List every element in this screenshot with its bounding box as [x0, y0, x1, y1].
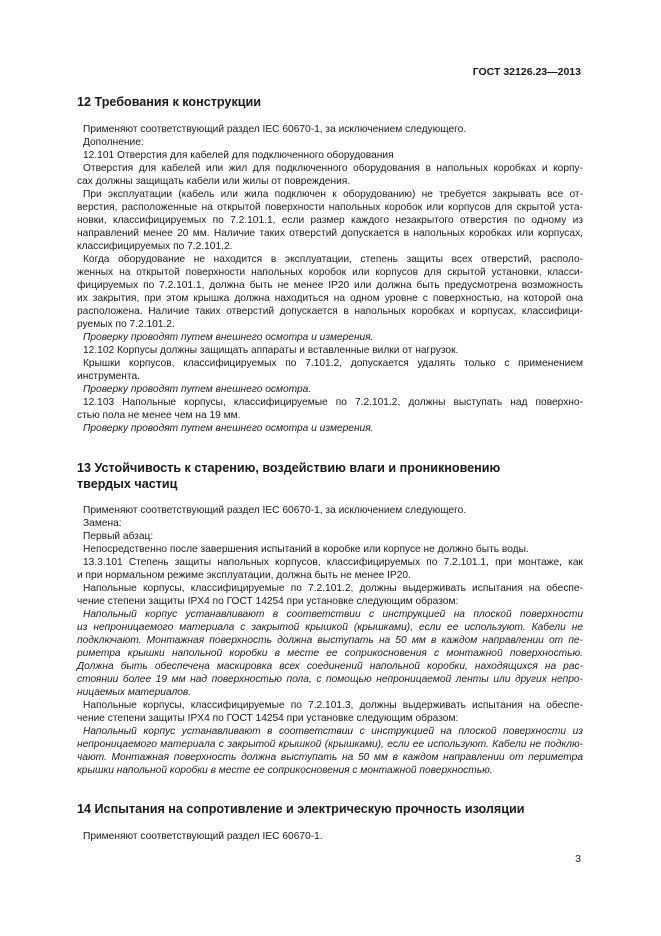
text-line: Должна быть обеспечена маскировка всех соединений напольной коробки, находящихся на рас-	[77, 661, 583, 672]
text-line: Применяют соответствующий раздел IEC 60670-1.	[83, 831, 323, 842]
text-line: их закрытия, при этом крышка должна находиться на одном уровне с поверхностью, на которой она	[77, 293, 583, 304]
text-line: Первый абзац:	[83, 531, 154, 542]
text-line: Проверку проводят путем внешнего осмотра и измерения.	[83, 332, 374, 343]
text-line: направлений менее 20 мм. Наличие таких отверстий допускается в напольных коробках или корпусах,	[77, 228, 583, 239]
text-line: инструмента.	[77, 371, 140, 382]
text-line: руемых по 7.2.101.2.	[77, 319, 175, 330]
text-line: непроницаемого материала с закрытой крышкой (крышками), если ее используют. Кабели не подклю-	[77, 739, 583, 750]
text-line: 13.3.101 Степень защиты напольных корпусов, классифицируемых по 7.2.101.1, при монтаже, как	[83, 557, 583, 568]
text-line: чают. Монтажная поверхность должна выступать на 50 мм в каждом направлении от периметра	[77, 752, 583, 763]
section-14-title: 14 Испытания на сопротивление и электрическую прочность изоляции	[77, 802, 525, 816]
text-line: Замена:	[83, 518, 122, 529]
text-line: стью пола не менее чем на 19 мм.	[77, 410, 241, 421]
text-line: стоянии более 19 мм над поверхностью пола, с помощью непроницаемой ленты или других непро-	[77, 674, 583, 685]
text-line: подключают. Монтажная поверхность должна выступать на 50 мм в каждом направлении от пе-	[77, 635, 583, 646]
text-line: Проверку проводят путем внешнего осмотра и измерения.	[83, 423, 374, 434]
text-line: риметра крышки напольной коробки в месте ее соприкосновения с монтажной поверхностью.	[77, 648, 583, 659]
text-line: из непроницаемого материала с закрытой крышкой (крышками), если ее используют. Кабели не	[77, 622, 583, 633]
text-line: 12.101 Отверстия для кабелей для подключенного оборудования	[83, 150, 394, 161]
text-line: При эксплуатации (кабель или жила подключен к оборудованию) не требуется закрывать все от-	[83, 189, 583, 200]
document-code: ГОСТ 32126.23—2013	[472, 66, 581, 78]
text-line: Проверку проводят путем внешнего осмотра.	[83, 384, 312, 395]
text-line: Напольный корпус устанавливают в соответствии с инструкцией на плоской поверхности	[83, 609, 583, 620]
text-line: Напольные корпусы, классифицируемые по 7.2.101.2, должны выдерживать испытания на обеспе-	[83, 583, 583, 594]
section-12-title: 12 Требования к конструкции	[77, 95, 261, 109]
text-line: ницаемых материалов.	[77, 687, 192, 698]
text-line: Дополнение:	[83, 137, 144, 148]
text-line: классифицируемых по 7.2.101.2.	[77, 241, 233, 252]
text-line: крышки напольной коробки в месте ее соприкосновения с монтажной поверхностью.	[77, 765, 493, 776]
text-line: чение степени защиты IPX4 по ГОСТ 14254 при установке следующим образом:	[77, 713, 459, 724]
text-line: женных на открытой поверхности напольных коробок или корпусов для скрытой установки, класси-	[77, 267, 583, 278]
text-line: верстия, расположенные на открытой поверхности напольных коробок или корпусов для скрытой уста-	[77, 202, 583, 213]
page-number: 3	[575, 853, 581, 865]
text-line: Напольные корпусы, классифицируемые по 7.2.101.3, должны выдерживать испытания на обеспе-	[83, 700, 583, 711]
text-line: 12.102 Корпусы должны защищать аппараты и вставленные вилки от нагрузок.	[83, 345, 459, 356]
text-line: Применяют соответствующий раздел IEC 60670-1, за исключением следующего.	[83, 124, 467, 135]
text-line: Крышки корпусов, классифицируемых по 7.101.2, допускается удалять только с применением	[83, 358, 583, 369]
text-line: Отверстия для кабелей или жил для подключенного оборудования в напольных коробках и корпу-	[83, 163, 583, 174]
text-line: чение степени защиты IPX4 по ГОСТ 14254 при установке следующим образом:	[77, 596, 459, 607]
text-line: 12.103 Напольные корпусы, классифицируемые по 7.2.101.2, должны выступать над поверхно-	[83, 397, 583, 408]
text-line: Когда оборудование не находится в эксплуатации, степень защиты всех отверстий, располо-	[83, 254, 583, 265]
text-line: расположена. Наличие таких отверстий допускается в напольных коробках и корпусах, классифици-	[77, 306, 583, 317]
text-line: и при нормальном режиме эксплуатации, должна быть не менее IP20.	[77, 570, 411, 581]
section-13-title: 13 Устойчивость к старению, воздействию влаги и проникновению	[77, 461, 501, 475]
text-line: Применяют соответствующий раздел IEC 60670-1, за исключением следующего.	[83, 505, 467, 516]
text-line: фицируемых по 7.2.101.1, должна быть не менее IP20 или должна быть предусмотрена возможность	[77, 280, 583, 291]
text-line: новки, классифицируемых по 7.2.101.1, если размер каждого незакрытого отверстия по одному из	[77, 215, 583, 226]
text-line: Напольный корпус устанавливают в соответствии с инструкцией на плоской поверхности из	[83, 726, 583, 737]
text-line: Непосредственно после завершения испытаний в коробке или корпусе не должно быть воды.	[83, 544, 529, 555]
text-line: сах должны защищать кабели или жилы от повреждения.	[77, 176, 351, 187]
section-13-title-cont: твердых частиц	[77, 477, 178, 491]
